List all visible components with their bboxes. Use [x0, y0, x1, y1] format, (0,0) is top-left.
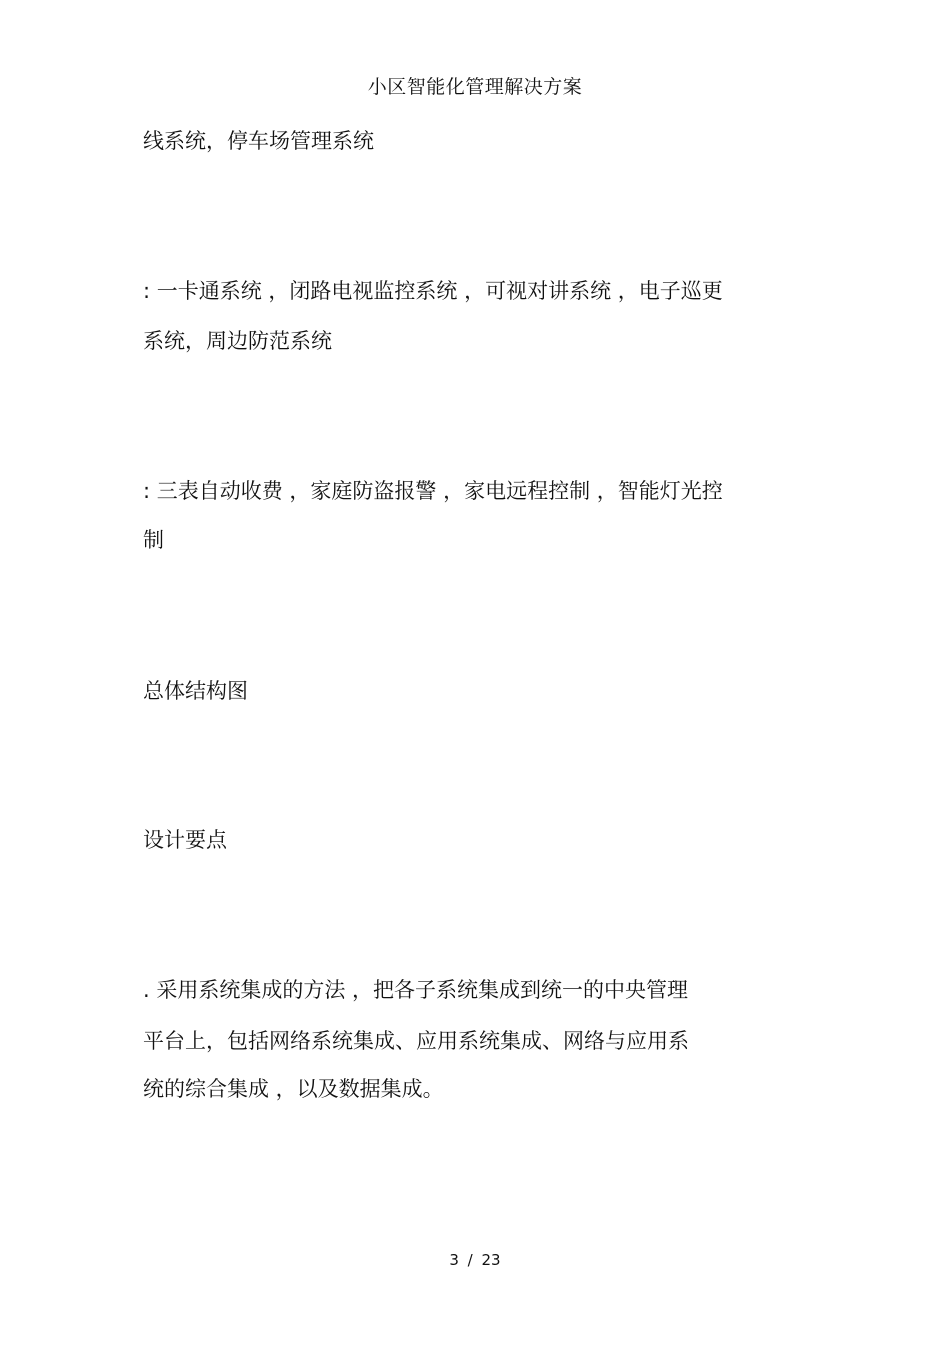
section-heading: 总体结构图 — [143, 679, 248, 703]
text-line: 制 — [143, 528, 164, 552]
page-number: 3 / 23 — [449, 1251, 501, 1269]
text-line: . 采用系统集成的方法 ，把各子系统集成到统一的中央管理 — [143, 978, 689, 1002]
text-line: 系统，周边防范系统 — [143, 329, 332, 353]
text-line: 统的综合集成 ，以及数据集成。 — [143, 1077, 444, 1101]
text-line: : 一卡通系统 ，闭路电视监控系统 ，可视对讲系统 ，电子巡更 — [143, 279, 723, 303]
text-line: 线系统，停车场管理系统 — [143, 129, 374, 153]
text-line: : 三表自动收费 ，家庭防盗报警 ，家电远程控制 ，智能灯光控 — [143, 479, 723, 503]
section-heading: 设计要点 — [143, 828, 227, 852]
page-header: 小区智能化管理解决方案 — [367, 76, 583, 98]
text-line: 平台上，包括网络系统集成、应用系统集成、网络与应用系 — [143, 1029, 689, 1053]
